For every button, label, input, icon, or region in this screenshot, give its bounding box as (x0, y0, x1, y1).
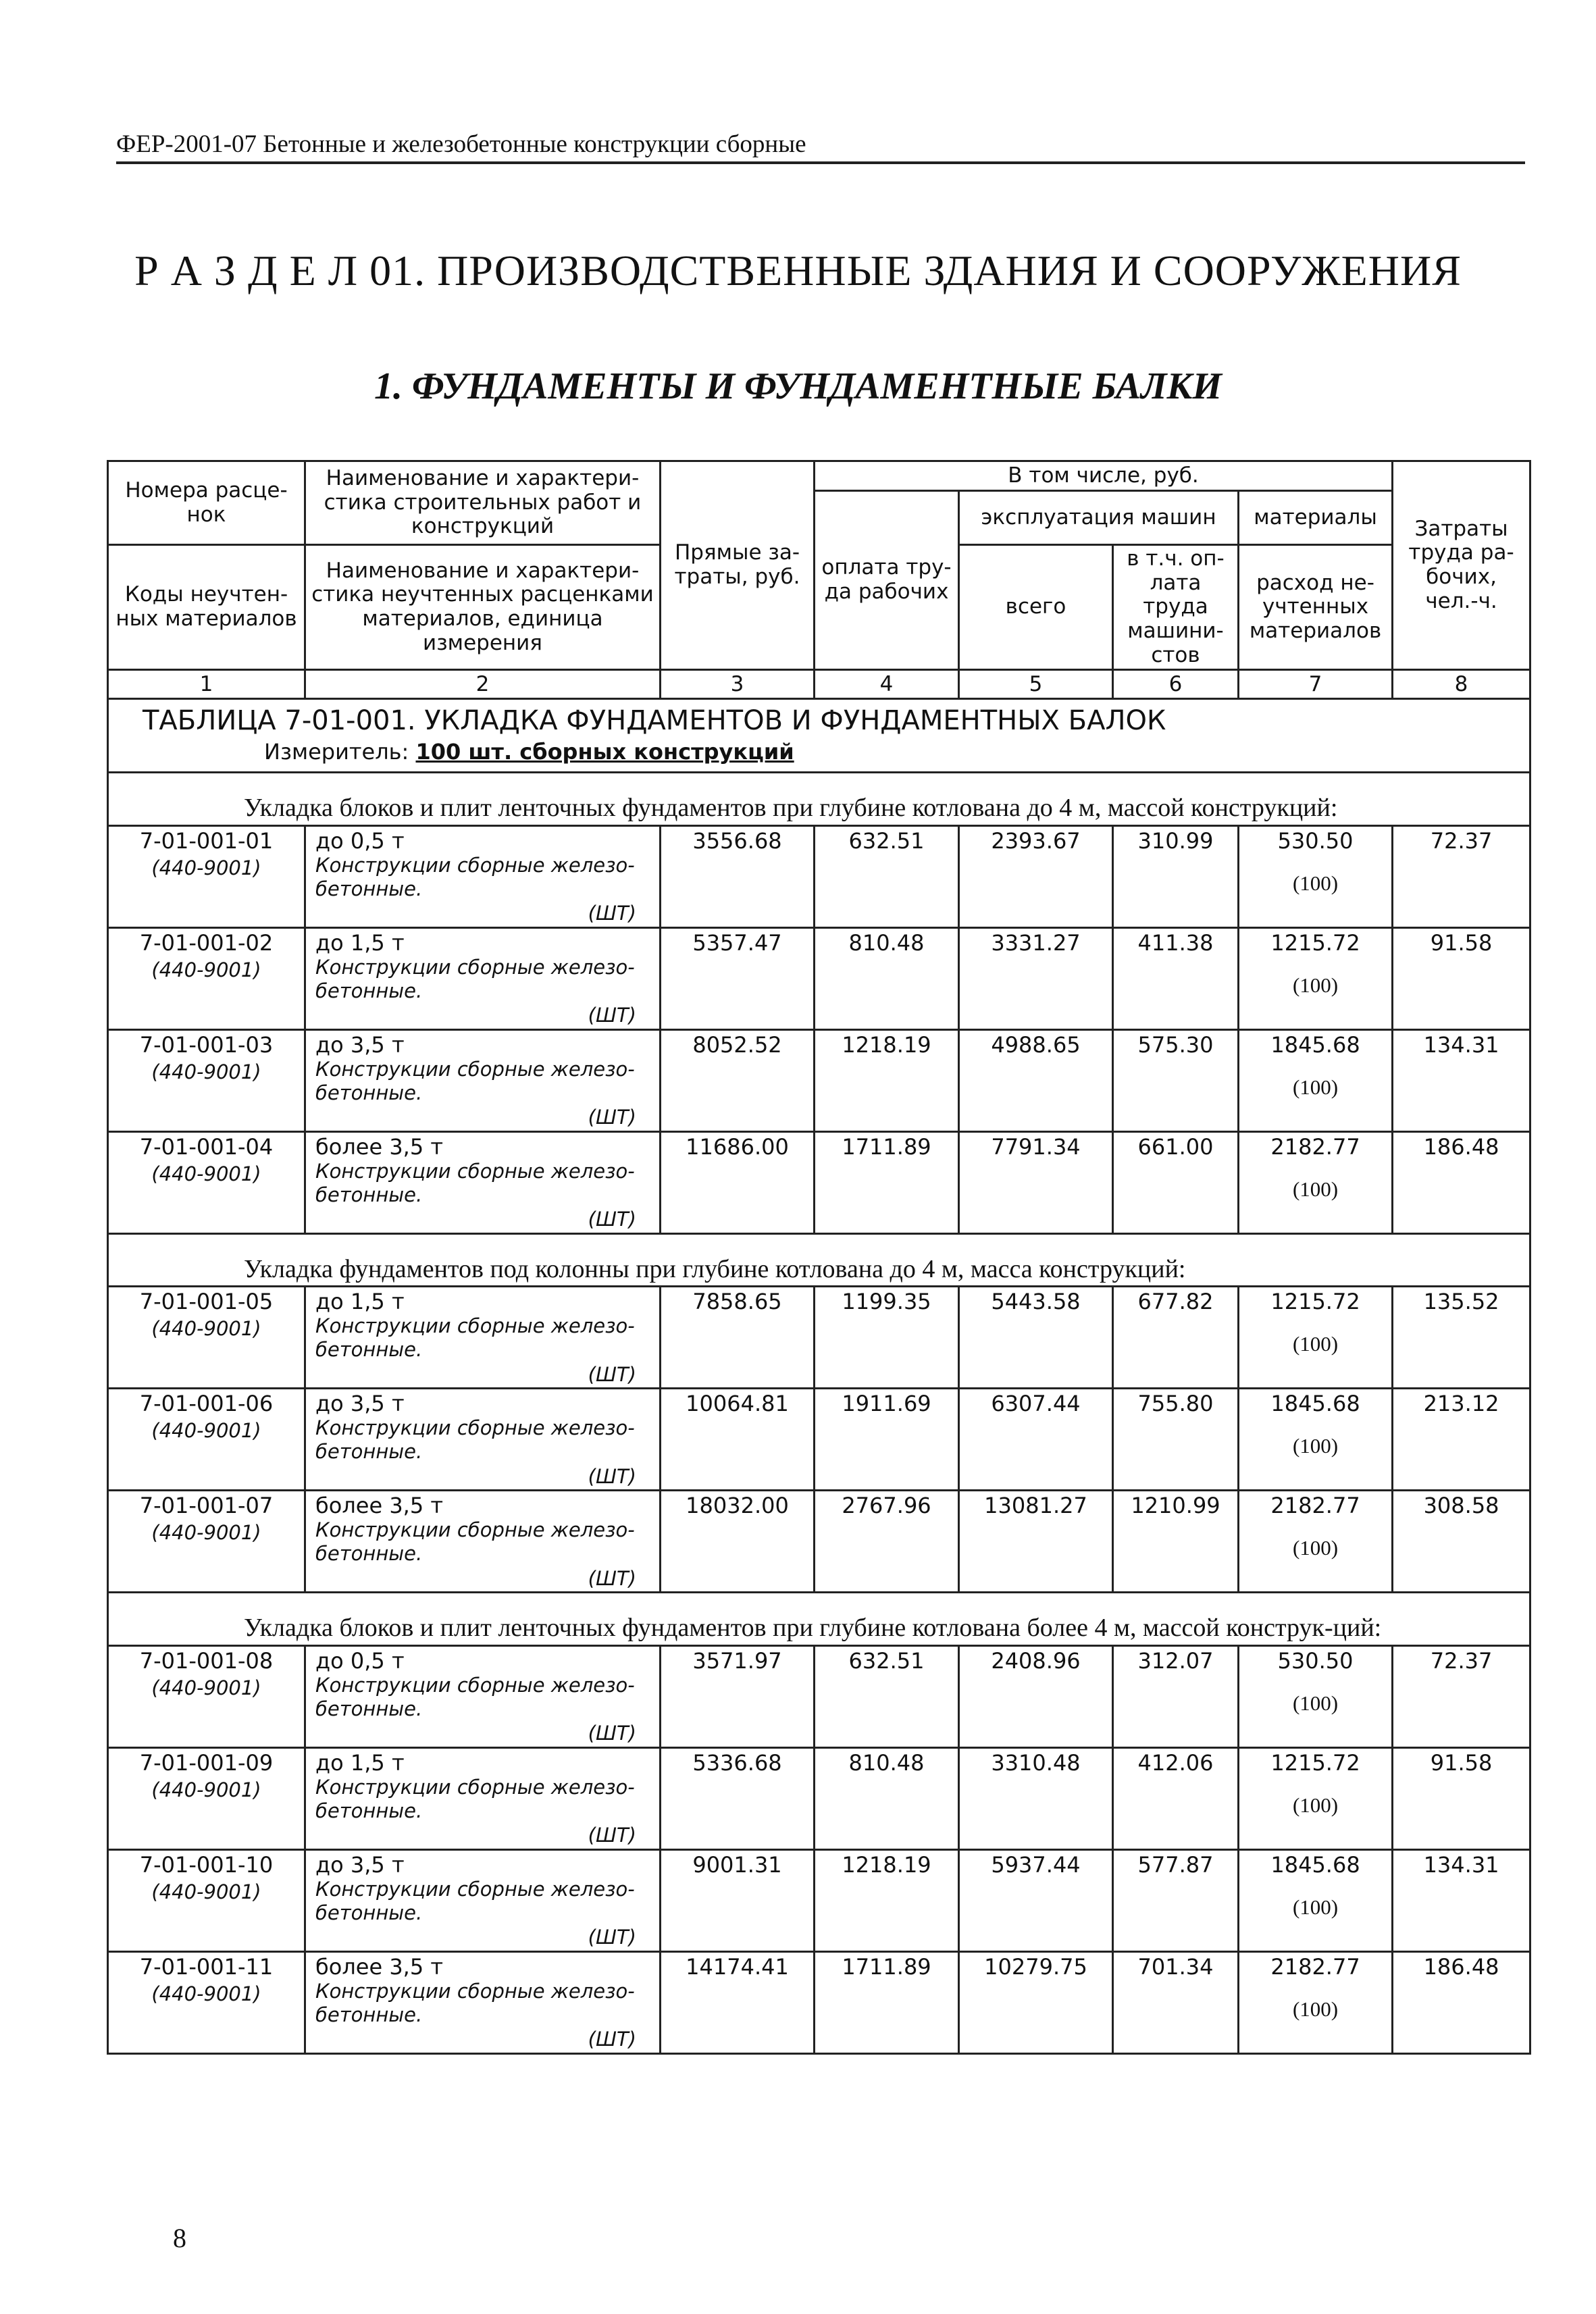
materials-value: 1845.68 (1270, 1031, 1360, 1058)
header-including: В том числе, руб. (815, 461, 1393, 491)
machines-total-value: 10279.75 (959, 1951, 1113, 2053)
labor-hours-value: 135.52 (1393, 1287, 1530, 1389)
rate-code-cell (108, 1491, 305, 1593)
rates-table (107, 460, 1531, 2055)
labor-hours-value: 308.58 (1393, 1491, 1530, 1593)
rate-code-cell (108, 1029, 305, 1131)
group-header-row (108, 1593, 1530, 1646)
unit: (ШТ) (588, 2028, 636, 2051)
material-name: Конструкции сборные железо-бетонные. (315, 1979, 635, 2026)
rate-code: 7-01-001-02 (139, 929, 274, 956)
table-row (108, 927, 1530, 1029)
rate-code: 7-01-001-08 (139, 1647, 274, 1674)
rate-code: 7-01-001-10 (139, 1851, 274, 1878)
name-cell (305, 1951, 661, 2053)
material-quantity: (100) (1292, 1332, 1339, 1356)
unit: (ШТ) (588, 1824, 636, 1847)
column-number: 8 (1393, 670, 1530, 699)
table-title: ТАБЛИЦА 7-01-001. УКЛАДКА ФУНДАМЕНТОВ И ФУНДАМЕНТНЫХ БАЛОК (108, 699, 1530, 737)
machines-labor-value: 661.00 (1113, 1131, 1239, 1233)
rate-code: 7-01-001-07 (139, 1493, 274, 1519)
labor-hours-value: 186.48 (1393, 1951, 1530, 2053)
materials-cell (1239, 1029, 1393, 1131)
machines-total-value: 7791.34 (959, 1131, 1113, 1233)
material-code: (440-9001) (151, 1162, 261, 1185)
direct-costs-value: 3571.97 (661, 1645, 815, 1747)
machines-labor-value: 677.82 (1113, 1287, 1239, 1389)
work-name: до 0,5 т (315, 1647, 405, 1674)
labor-pay-value: 810.48 (815, 1747, 959, 1849)
work-name: до 1,5 т (315, 1289, 405, 1315)
table-row (108, 825, 1530, 927)
materials-value: 530.50 (1277, 827, 1354, 854)
labor-pay-value: 632.51 (815, 825, 959, 927)
work-name: до 3,5 т (315, 1031, 405, 1058)
machines-labor-value: 1210.99 (1113, 1491, 1239, 1593)
name-cell (305, 1491, 661, 1593)
material-quantity: (100) (1292, 1997, 1339, 2021)
rate-code-cell (108, 825, 305, 927)
column-number: 4 (815, 670, 959, 699)
unit: (ШТ) (588, 1926, 636, 1949)
direct-costs-value: 14174.41 (661, 1951, 815, 2053)
rate-code-cell (108, 1849, 305, 1951)
table-row (108, 1747, 1530, 1849)
materials-cell (1239, 1389, 1393, 1491)
labor-hours-value: 186.48 (1393, 1131, 1530, 1233)
labor-pay-value: 1711.89 (815, 1951, 959, 2053)
material-code: (440-9001) (151, 1060, 261, 1083)
header-machines-labor: в т.ч. оп-лата труда машини-стов (1113, 545, 1239, 670)
rate-code: 7-01-001-11 (139, 1953, 274, 1980)
machines-total-value: 4988.65 (959, 1029, 1113, 1131)
unit: (ШТ) (588, 902, 636, 925)
unit: (ШТ) (588, 1106, 636, 1129)
direct-costs-value: 18032.00 (661, 1491, 815, 1593)
table-row (108, 1029, 1530, 1131)
labor-pay-value: 632.51 (815, 1645, 959, 1747)
material-name: Конструкции сборные железо-бетонные. (315, 1416, 635, 1463)
work-name: более 3,5 т (315, 1133, 444, 1160)
header-material-name: Наименование и характери-стика неучтенных расценками материалов, единица измерения (305, 545, 661, 670)
labor-hours-value: 134.31 (1393, 1849, 1530, 1951)
machines-labor-value: 412.06 (1113, 1747, 1239, 1849)
machines-total-value: 6307.44 (959, 1389, 1113, 1491)
materials-value: 2182.77 (1270, 1493, 1360, 1519)
direct-costs-value: 5357.47 (661, 927, 815, 1029)
labor-pay-value: 810.48 (815, 927, 959, 1029)
material-quantity: (100) (1292, 1536, 1339, 1560)
rate-code-cell (108, 1747, 305, 1849)
work-name: до 3,5 т (315, 1391, 405, 1417)
machines-total-value: 3310.48 (959, 1747, 1113, 1849)
rate-code: 7-01-001-03 (139, 1031, 274, 1058)
materials-cell (1239, 1747, 1393, 1849)
material-code: (440-9001) (151, 1317, 261, 1341)
unit: (ШТ) (588, 1464, 636, 1488)
column-number: 3 (661, 670, 815, 699)
direct-costs-value: 7858.65 (661, 1287, 815, 1389)
machines-total-value: 3331.27 (959, 927, 1113, 1029)
header-work-name: Наименование и характери-стика строительных работ и конструкций (305, 461, 661, 545)
material-name: Конструкции сборные железо-бетонные. (315, 1673, 635, 1720)
unit: (ШТ) (588, 1566, 636, 1590)
work-name: более 3,5 т (315, 1953, 444, 1980)
machines-labor-value: 310.99 (1113, 825, 1239, 927)
group-header-row (108, 773, 1530, 826)
group-title: Укладка блоков и плит ленточных фундаментов при глубине котлована более 4 м, массой конструк-ций: (108, 1593, 1530, 1646)
labor-hours-value: 72.37 (1393, 825, 1530, 927)
materials-value: 2182.77 (1270, 1953, 1360, 1980)
table-body (108, 773, 1530, 2054)
group-title: Укладка фундаментов под колонны при глубине котлована до 4 м, масса конструкций: (108, 1233, 1530, 1287)
labor-hours-value: 91.58 (1393, 927, 1530, 1029)
machines-labor-value: 312.07 (1113, 1645, 1239, 1747)
unit: (ШТ) (588, 1722, 636, 1745)
unit: (ШТ) (588, 1208, 636, 1231)
direct-costs-value: 10064.81 (661, 1389, 815, 1491)
table-row (108, 1491, 1530, 1593)
materials-cell (1239, 1131, 1393, 1233)
rate-code-cell (108, 1389, 305, 1491)
materials-value: 530.50 (1277, 1647, 1354, 1674)
work-name: до 1,5 т (315, 929, 405, 956)
rate-code-cell (108, 1645, 305, 1747)
machines-labor-value: 411.38 (1113, 927, 1239, 1029)
work-name: до 0,5 т (315, 827, 405, 854)
machines-labor-value: 575.30 (1113, 1029, 1239, 1131)
work-name: более 3,5 т (315, 1493, 444, 1519)
table-row (108, 1849, 1530, 1951)
direct-costs-value: 11686.00 (661, 1131, 815, 1233)
header-materials: материалы (1239, 491, 1393, 545)
group-header-row (108, 1233, 1530, 1287)
name-cell (305, 825, 661, 927)
header-machines: эксплуатация машин (959, 491, 1239, 545)
header-direct-costs: Прямые за-траты, руб. (661, 461, 815, 670)
material-quantity: (100) (1292, 1075, 1339, 1099)
material-name: Конструкции сборные железо-бетонные. (315, 1518, 635, 1565)
table-row (108, 1645, 1530, 1747)
machines-total-value: 2408.96 (959, 1645, 1113, 1747)
materials-cell (1239, 1951, 1393, 2053)
unit: (ШТ) (588, 1362, 636, 1386)
machines-total-value: 5443.58 (959, 1287, 1113, 1389)
rate-code: 7-01-001-05 (139, 1289, 274, 1315)
column-number: 2 (305, 670, 661, 699)
rate-code-cell (108, 1287, 305, 1389)
material-code: (440-9001) (151, 856, 261, 879)
header-material-codes: Коды неучтен-ных материалов (108, 545, 305, 670)
header-labor-pay: оплата тру-да рабочих (815, 491, 959, 670)
machines-total-value: 13081.27 (959, 1491, 1113, 1593)
machines-total-value: 5937.44 (959, 1849, 1113, 1951)
rate-code: 7-01-001-09 (139, 1749, 274, 1776)
material-name: Конструкции сборные железо-бетонные. (315, 1314, 635, 1361)
materials-cell (1239, 825, 1393, 927)
material-quantity: (100) (1292, 1691, 1339, 1715)
material-quantity: (100) (1292, 973, 1339, 997)
header-machines-total: всего (959, 545, 1113, 670)
materials-cell (1239, 1849, 1393, 1951)
group-title: Укладка блоков и плит ленточных фундаментов при глубине котлована до 4 м, массой конструкций: (108, 773, 1530, 826)
material-name: Конструкции сборные железо-бетонные. (315, 853, 635, 900)
material-code: (440-9001) (151, 958, 261, 981)
material-quantity: (100) (1292, 1177, 1339, 1201)
materials-value: 1215.72 (1270, 1749, 1360, 1776)
running-header: ФЕР-2001-07 Бетонные и железобетонные конструкции сборные (116, 130, 1525, 164)
direct-costs-value: 3556.68 (661, 825, 815, 927)
column-number: 7 (1239, 670, 1393, 699)
name-cell (305, 1029, 661, 1131)
rate-code: 7-01-001-01 (139, 827, 274, 854)
name-cell (305, 927, 661, 1029)
material-name: Конструкции сборные железо-бетонные. (315, 1159, 635, 1206)
labor-hours-value: 91.58 (1393, 1747, 1530, 1849)
materials-value: 1845.68 (1270, 1851, 1360, 1878)
material-quantity: (100) (1292, 1434, 1339, 1458)
material-code: (440-9001) (151, 1521, 261, 1545)
name-cell (305, 1645, 661, 1747)
material-code: (440-9001) (151, 1778, 261, 1801)
column-number: 5 (959, 670, 1113, 699)
work-name: до 3,5 т (315, 1851, 405, 1878)
machines-labor-value: 577.87 (1113, 1849, 1239, 1951)
labor-pay-value: 1218.19 (815, 1849, 959, 1951)
name-cell (305, 1747, 661, 1849)
labor-pay-value: 2767.96 (815, 1491, 959, 1593)
header-materials-unaccounted: расход не-учтенных материалов (1239, 545, 1393, 670)
name-cell (305, 1131, 661, 1233)
material-name: Конструкции сборные железо-бетонные. (315, 1057, 635, 1104)
page-number: 8 (173, 2223, 186, 2253)
rate-code-cell (108, 1131, 305, 1233)
material-name: Конструкции сборные железо-бетонные. (315, 955, 635, 1002)
header-labor-hours: Затраты труда ра-бочих, чел.-ч. (1393, 461, 1530, 670)
materials-cell (1239, 1645, 1393, 1747)
material-quantity: (100) (1292, 1793, 1339, 1817)
meter-value: 100 шт. сборных конструкций (415, 739, 794, 765)
direct-costs-value: 9001.31 (661, 1849, 815, 1951)
materials-value: 1215.72 (1270, 1289, 1360, 1315)
table-row (108, 1131, 1530, 1233)
labor-hours-value: 72.37 (1393, 1645, 1530, 1747)
materials-value: 2182.77 (1270, 1133, 1360, 1160)
table-row (108, 1287, 1530, 1389)
section-title: Р А З Д Е Л 01. ПРОИЗВОДСТВЕННЫЕ ЗДАНИЯ И СООРУЖЕНИЯ (134, 247, 1462, 294)
table-row (108, 1951, 1530, 2053)
labor-hours-value: 213.12 (1393, 1389, 1530, 1491)
material-name: Конструкции сборные железо-бетонные. (315, 1877, 635, 1924)
rate-code-cell (108, 1951, 305, 2053)
material-quantity: (100) (1292, 871, 1339, 895)
rate-code: 7-01-001-04 (139, 1133, 274, 1160)
material-code: (440-9001) (151, 1982, 261, 2005)
column-number: 1 (108, 670, 305, 699)
material-quantity: (100) (1292, 1895, 1339, 1919)
table-row (108, 1389, 1530, 1491)
unit: (ШТ) (588, 1004, 636, 1027)
header-rate-numbers: Номера расце-нок (108, 461, 305, 545)
name-cell (305, 1389, 661, 1491)
work-name: до 1,5 т (315, 1749, 405, 1776)
subsection-title: 1. ФУНДАМЕНТЫ И ФУНДАМЕНТНЫЕ БАЛКИ (374, 365, 1222, 407)
materials-cell (1239, 1287, 1393, 1389)
labor-pay-value: 1199.35 (815, 1287, 959, 1389)
direct-costs-value: 5336.68 (661, 1747, 815, 1849)
column-numbers-row (108, 670, 1530, 699)
labor-pay-value: 1711.89 (815, 1131, 959, 1233)
materials-value: 1845.68 (1270, 1391, 1360, 1417)
materials-cell (1239, 1491, 1393, 1593)
name-cell (305, 1287, 661, 1389)
rate-code-cell (108, 927, 305, 1029)
machines-labor-value: 701.34 (1113, 1951, 1239, 2053)
direct-costs-value: 8052.52 (661, 1029, 815, 1131)
labor-pay-value: 1911.69 (815, 1389, 959, 1491)
rate-code: 7-01-001-06 (139, 1391, 274, 1417)
meter-label: Измеритель: (264, 739, 409, 765)
labor-pay-value: 1218.19 (815, 1029, 959, 1131)
machines-total-value: 2393.67 (959, 825, 1113, 927)
column-number: 6 (1113, 670, 1239, 699)
materials-cell (1239, 927, 1393, 1029)
machines-labor-value: 755.80 (1113, 1389, 1239, 1491)
materials-value: 1215.72 (1270, 929, 1360, 956)
name-cell (305, 1849, 661, 1951)
table-meter (108, 736, 1530, 773)
labor-hours-value: 134.31 (1393, 1029, 1530, 1131)
material-code: (440-9001) (151, 1880, 261, 1903)
material-code: (440-9001) (151, 1419, 261, 1443)
material-code: (440-9001) (151, 1676, 261, 1699)
material-name: Конструкции сборные железо-бетонные. (315, 1775, 635, 1822)
